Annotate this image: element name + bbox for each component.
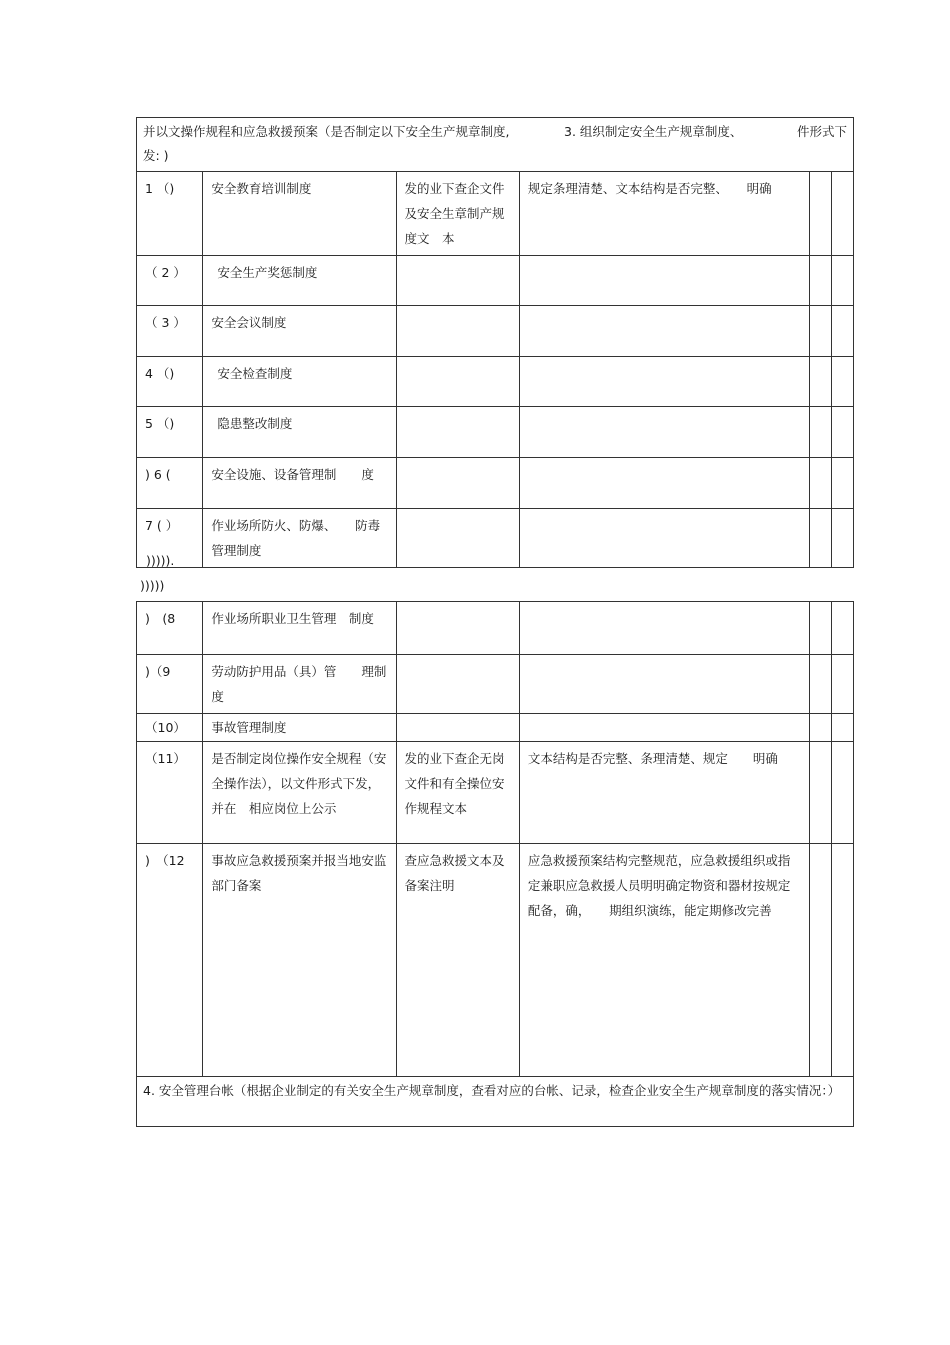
check-cell-b <box>831 407 853 458</box>
item-name: 安全设施、设备管理制 度 <box>203 458 396 509</box>
header-part2: 3. 组织制定安全生产规章制度、 <box>564 124 743 139</box>
row-number: （10） <box>137 714 203 742</box>
check-cell-a <box>809 655 831 714</box>
check-method <box>396 602 519 655</box>
check-cell-a <box>809 172 831 256</box>
table-row <box>137 306 854 357</box>
header-part1: 并以文操作规程和应急救援预案（是否制定以下安全生产规章制度, <box>143 124 510 139</box>
check-cell-a <box>809 742 831 844</box>
check-method <box>396 407 519 458</box>
check-standard <box>519 458 809 509</box>
check-cell-b <box>831 256 853 306</box>
header-line2: 发: ) <box>143 148 169 163</box>
item-name: 事故管理制度 <box>203 714 396 742</box>
check-cell-a <box>809 407 831 458</box>
check-standard <box>519 407 809 458</box>
regulation-table-2 <box>136 601 854 1127</box>
table-row <box>137 742 854 844</box>
table-row <box>137 655 854 714</box>
table-row <box>137 407 854 458</box>
regulation-table-1 <box>136 117 854 568</box>
check-cell-b <box>831 509 853 568</box>
row-number: （11） <box>137 742 203 844</box>
header-part3: 件形式下 <box>796 124 847 139</box>
row-number: ) 6 ( <box>137 458 203 509</box>
check-cell-a <box>809 509 831 568</box>
check-method <box>396 714 519 742</box>
item-name: 是否制定岗位操作安全规程（安全操作法），以文件形式下发，并在 相应岗位上公示 <box>203 742 396 844</box>
check-cell-a <box>809 844 831 1077</box>
check-method <box>396 458 519 509</box>
table-row <box>137 602 854 655</box>
row-number: 4 （) <box>137 357 203 407</box>
check-cell-b <box>831 306 853 357</box>
check-method <box>396 357 519 407</box>
check-method <box>396 306 519 357</box>
separator-text-1: ))))). <box>146 553 175 568</box>
check-method: 发的业下查企无岗文件和有全操位安作规程文本 <box>396 742 519 844</box>
check-cell-b <box>831 458 853 509</box>
check-cell-b <box>831 714 853 742</box>
item-name: 作业场所职业卫生管理 制度 <box>203 602 396 655</box>
section-footer: 4. 安全管理台帐（根据企业制定的有关安全生产规章制度，查看对应的台帐、记录，检查企业安全生产规章制度的落实情况：） <box>137 1077 854 1127</box>
check-cell-b <box>831 655 853 714</box>
item-name: 安全会议制度 <box>203 306 396 357</box>
check-cell-a <box>809 357 831 407</box>
check-standard <box>519 306 809 357</box>
table-header-row <box>137 118 854 172</box>
check-method <box>396 655 519 714</box>
row-number: （ 3 ） <box>137 306 203 357</box>
check-standard <box>519 714 809 742</box>
check-cell-b <box>831 172 853 256</box>
check-cell-b <box>831 844 853 1077</box>
check-cell-a <box>809 256 831 306</box>
table-row <box>137 509 854 568</box>
check-standard <box>519 655 809 714</box>
check-cell-b <box>831 602 853 655</box>
row-number: 5 （) <box>137 407 203 458</box>
row-number: 7 ( ） <box>137 509 203 568</box>
check-method: 查应急救援文本及备案注明 <box>396 844 519 1077</box>
check-cell-a <box>809 602 831 655</box>
check-standard: 文本结构是否完整、条理清楚、规定 明确 <box>519 742 809 844</box>
table-row <box>137 714 854 742</box>
row-number: （ 2 ） <box>137 256 203 306</box>
check-method <box>396 256 519 306</box>
item-name: 作业场所防火、防爆、 防毒管理制度 <box>203 509 396 568</box>
check-method: 发的业下查企文件及安全生章制产规度文 本 <box>396 172 519 256</box>
check-standard <box>519 509 809 568</box>
row-number: )（9 <box>137 655 203 714</box>
table-row <box>137 172 854 256</box>
check-cell-b <box>831 742 853 844</box>
table-row <box>137 458 854 509</box>
check-standard: 应急救援预案结构完整规范，应急救援组织或指定兼职应急救援人员明明确定物资和器材按规定配备，确， 期组织演练，能定期修改完善 <box>519 844 809 1077</box>
row-number: 1 （) <box>137 172 203 256</box>
item-name: 事故应急救援预案并报当地安监部门备案 <box>203 844 396 1077</box>
check-standard <box>519 357 809 407</box>
item-name: 安全教育培训制度 <box>203 172 396 256</box>
table-row <box>137 844 854 1077</box>
check-standard <box>519 256 809 306</box>
check-standard: 规定条理清楚、文本结构是否完整、 明确 <box>519 172 809 256</box>
row-number: ) (8 <box>137 602 203 655</box>
row-number: ) （12 <box>137 844 203 1077</box>
check-standard <box>519 602 809 655</box>
item-name: 安全生产奖惩制度 <box>203 256 396 306</box>
section-header <box>137 118 854 172</box>
item-name: 安全检查制度 <box>203 357 396 407</box>
check-method <box>396 509 519 568</box>
check-cell-b <box>831 357 853 407</box>
item-name: 劳动防护用品（具）管 理制度 <box>203 655 396 714</box>
table-row <box>137 357 854 407</box>
check-cell-a <box>809 458 831 509</box>
check-cell-a <box>809 714 831 742</box>
table-row <box>137 256 854 306</box>
separator-text-2: ))))) <box>140 578 165 593</box>
check-cell-a <box>809 306 831 357</box>
table-footer-row <box>137 1077 854 1127</box>
item-name: 隐患整改制度 <box>203 407 396 458</box>
